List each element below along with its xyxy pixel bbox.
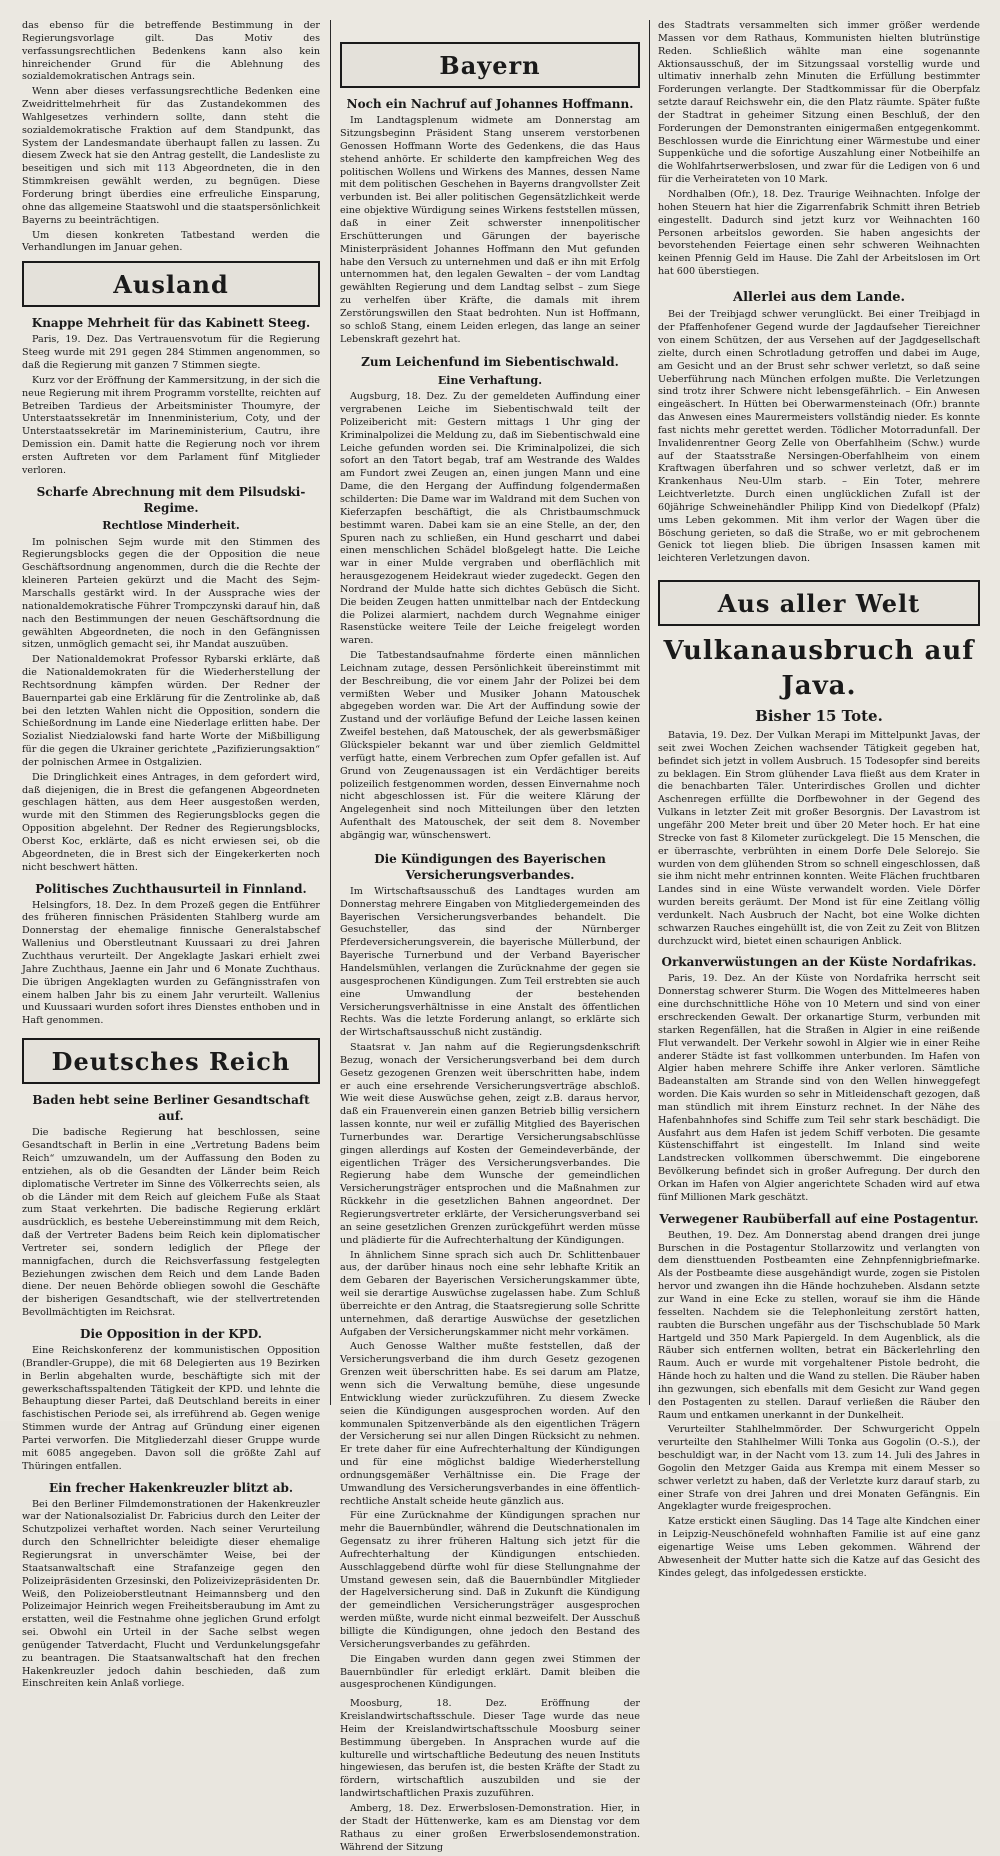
column-rule — [649, 20, 650, 1405]
paragraph: Um diesen konkreten Tatbestand werden die Verhandlungen im Januar gehen. — [22, 229, 320, 254]
paragraph: Die Tatbestandsaufnahme förderte einen männlichen Leichnam zutage, dessen Persönlichkeit übereinstimmt mit der Beschreibung, die vor einem Jahr der Polizei bei dem vermißten Weber und Musiker Johann Matouschek abgegeben worden war. Die Art der Auffindung sowie der Zustand und der vorläufige Befund der Leiche lassen keinen Zweifel bestehen, daß Matouschek, der als gewerbsmäßiger Glückspieler bekannt war und über ziemlich Geldmittel verfügt hatte, einem Verbrechen zum Opfer gefallen ist. Auf Grund von Zeugenaussagen ist ein Verdächtiger bereits polizeilich festgenommen worden, dessen Einvernahme noch nicht abgeschlossen ist. Für die weitere Klärung der Angelegenheit sind noch Mitteilungen über den letzten Aufenthalt des Matouschek, der seit dem 8. November abgängig war, wünschenswert. — [340, 650, 640, 841]
headline-large: Vulkanausbruch auf Java. — [663, 636, 975, 702]
intro-article — [22, 20, 320, 255]
paragraph: Kurz vor der Eröffnung der Kammersitzung, in der sich die neue Regierung mit ihrem Programm vorstellte, reichten auf Betreiben Tardieus der Arbeitsminister Thoumyre, der Unterstaatssekretär im Innenministerium, Coty, und der Unterstaatssekretär im Marineministerium, Cautru, ihre Demission ein. Damit hatte die Regierung noch vor ihrem ersten Auftreten vor dem Parlament fünf Mitglieder verloren. — [22, 374, 320, 476]
column-rule — [330, 20, 331, 1405]
headline: Scharfe Abrechnung mit dem Pilsudski-Regime. — [36, 484, 306, 515]
paragraph: Paris, 19. Dez. Das Vertrauensvotum für die Regierung Steeg wurde mit 291 gegen 284 Stimmen angenommen, so daß die Regierung mit ganzen 7 Stimmen siegte. — [22, 334, 320, 372]
column-right — [658, 20, 980, 1583]
paragraph: Augsburg, 18. Dez. Zu der gemeldeten Auffindung einer vergrabenen Leiche im Siebentischwald teilt der Polizeibericht mit: Gestern mittags 1 Uhr ging der Kriminalpolizei die Meldung zu, daß im Siebentischwald eine Leiche gefunden worden sei. Die Kriminalpolizei, die sich sofort an den Tatort begab, traf am Westrande des Waldes am Fundort zwei Zeugen an, einen jungen Mann und eine Dame, die den Hergang der Auffindung folgendermaßen schilderten: Die Dame war im Waldrand mit dem Suchen von Kieferzapfen beschäftigt, die als Christbaumschmuck bestimmt waren. Dabei kam sie an eine Stelle, an der, den Spuren nach zu schließen, ein Hund gescharrt und dabei einen menschlichen Schädel bloßgelegt hatte. Die Leiche war in einer Mulde vergraben und oberflächlich mit herausgezogenem Heidekraut wieder zugedeckt. Gegen den Nordrand der Mulde hatte sich dichtes Gebüsch die Sicht. Die beiden Zeugen hatten unmittelbar nach der Entdeckung die Polizei alarmiert, nachdem durch Wegnahme einiger Rasenstücke weitere Teile der Leiche freigelegt worden waren. — [340, 391, 640, 647]
paragraph: Paris, 19. Dez. An der Küste von Nordafrika herrscht seit Donnerstag schwerer Sturm. Die Wogen des Mittelmeeres haben eine durchschnittliche Höhe von 10 Metern und sind von einer erschreckenden Gewalt. Der orkanartige Sturm, verbunden mit starken Regenfällen, hat die Straßen in Algier in eine reißende Flut verwandelt. Der Verkehr sowohl in Algier wie in einer Reihe anderer Städte ist fast vollkommen unterbunden. Im Hafen von Algier haben mehrere Schiffe ihre Anker verloren. Sämtliche Badeanstalten am Strande sind von den Wellen hinweggefegt worden. Die Kais wurden so sehr in Mitleidenschaft gezogen, daß man stündlich mit ihrem Einsturz rechnet. In der Nähe des Hafenbahnhofes sind Schiffe zum Teil sehr stark beschädigt. Die Ausfahrt aus dem Hafen ist jedem Schiff verboten. Die gesamte Küstenschiffahrt ist eingestellt. Im Inland sind weite Landstrecken vollkommen überschwemmt. Die eingeborene Bevölkerung befindet sich in großer Aufregung. Der durch den Orkan im Hafen von Algier angerichtete Schaden wird auf etwa fünf Millionen Mark geschätzt. — [658, 973, 980, 1203]
paragraph: Batavia, 19. Dez. Der Vulkan Merapi im Mittelpunkt Javas, der seit zwei Wochen Zeichen wachsender Tätigkeit gegeben hat, befindet sich jetzt in vollem Ausbruch. 15 Todesopfer sind bereits zu beklagen. Ein Strom glühender Lava fließt aus dem Krater in die benachbarten Täler. Unterirdisches Grollen und dichter Aschenregen erfüllte die Dorfbewohner in der Gegend des Vulkans in letzter Zeit mit großer Besorgnis. Der Lavastrom ist ungefähr 200 Meter breit und über 20 Meter hoch. Er hat eine Strecke von fast 8 Kilometer zurückgelegt. Die 15 Menschen, die er überraschte, verbrühten in einem Dorfe Dele Selorejo. Sie wurden von dem glühenden Strom so schnell eingeschlossen, daß sie ihm nicht mehr entrinnen konnten. Weite Flächen fruchtbaren Landes sind in eine Wüste verwandelt worden. Viele Dörfer wurden bereits geräumt. Der Mond ist für eine Zeitlang völlig verdunkelt. Nach Ausbruch der Nacht, bot eine Wolke dichten schwarzen Rauches eingehüllt ist, die von Zeit zu Zeit von Blitzen durchzuckt wird, bietet einen schaurigen Anblick. — [658, 730, 980, 947]
paragraph: Bei der Treibjagd schwer verunglückt. Bei einer Treibjagd in der Pfaffenhofener Gegend wurde der Jagdaufseher Tiereichner von einem Schützen, der aus Versehen auf der Jagdgesellschaft zielte, durch einen Schrotladung getroffen und dabei im Auge, am Gesicht und an der Brust sehr schwer verletzt, so daß seine Ueberführung nach München erfolgen mußte. Die Verletzungen sind trotz ihrer Schwere nicht lebensgefährlich. – Ein Anwesen eingeäschert. In Hütten bei Oberwarmensteinach (Ofr.) brannte das Anwesen eines Maurermeisters vollständig nieder. Es konnte fast nichts mehr gerettet werden. Tödlicher Motorradunfall. Der Invalidenrentner Georg Zelle von Oberfahlheim (Schw.) wurde auf der Staatsstraße Nersingen-Oberfahlheim von einem Kraftwagen überfahren und so schwer verletzt, daß er im Krankenhaus Neu-Ulm starb. – Ein Toter, mehrere Leichtverletzte. Durch einen unglücklichen Zufall ist der 60jährige Schweinehändler Philipp Kind von Diedelkopf (Pfalz) ums Leben gekommen. Mit ihm verlor der Wagen über die Böschung gerieten, so daß die Straße, wo er mit gebrochenem Genick tot liegen blieb. Die übrigen Insassen kamen mit leichteren Verletzungen davon. — [658, 309, 980, 565]
section-heading-bayern: Bayern — [340, 42, 640, 88]
column-left — [22, 20, 320, 1693]
paragraph: Bei den Berliner Filmdemonstrationen der Hakenkreuzler war der Nationalsozialist Dr. Fabricius durch den Leiter der Schutzpolizei verhaftet worden. Nach seiner Verurteilung durch den Schnellrichter beleidigte dieser ehemalige Regierungsrat in unverschämter Weise, bei der Staatsanwaltschaft eine Strafanzeige gegen den Polizeipräsidenten Grzesinski, den Polizeivizepräsidenten Dr. Weiß, den Polizeioberstleutnant Heimannsberg und den Polizeimajor Heinrich wegen Freiheitsberaubung im Amt zu erstatten, weil die Festnahme ohne jeglichen Grund erfolgt sei. Obwohl ein Urteil in der Sache selbst wegen genügender Tatverdacht, Flucht und Verdunkelungsgefahr zu beantragen. Die Staatsanwaltschaft hat den frechen Hakenkreuzler jedoch dahin beschieden, daß zum Einschreiten kein Anlaß vorliege. — [22, 1498, 320, 1690]
headline: Die Kündigungen des Bayerischen Versicherungsverbandes. — [374, 851, 606, 882]
paragraph: Moosburg, 18. Dez. Eröffnung der Kreislandwirtschaftsschule. Dieser Tage wurde das neue Heim der Kreislandwirtschaftsschule Moosburg seiner Bestimmung übergeben. In Ansprachen wurde auf die kulturelle und wirtschaftliche Bedeutung des neuen Instituts hingewiesen, das berufen ist, die besten Kräfte der Stadt zu fördern, wirtschaftlich auszubilden und sie der landwirtschaftlichen Praxis zuzuführen. — [340, 1698, 640, 1800]
headline: Baden hebt seine Berliner Gesandtschaft auf. — [32, 1093, 310, 1124]
paragraph: Wenn aber dieses verfassungsrechtliche Bedenken eine Zweidrittelmehrheit für das Zustandekommen des Wahlgesetzes verhindern sollte, dann steht die sozialdemokratische Fraktion auf dem Standpunkt, das System der Landesmandate überhaupt fallen zu lassen. Zu diesem Zweck hat sie den Antrag gestellt, die Landesliste zu beseitigen und sich mit 113 Abgeordneten, die in den Stimmkreisen gewählt werden, zu begnügen. Diese Forderung bringt überdies eine erfreuliche Einsparung, ohne das allgemeine Staatswohl und die staatspersönlichkeit Bayerns zu beeinträchtigen. — [22, 86, 320, 226]
headline: Orkanverwüstungen an der Küste Nordafrikas. — [661, 955, 977, 970]
paragraph: Für eine Zurücknahme der Kündigungen sprachen nur mehr die Bauernbündler, während die Deutschnationalen im Gegensatz zu ihrer früheren Haltung sich jetzt für die Aufrechterhaltung der Kündigungen entschieden. Ausschlaggebend dürfte wohl für diese Stellungnahme der Umstand gewesen sein, daß die Bauernbündler Mitglieder der Hagelversicherung sind. Daß in Zukunft die Kündigung der gemeindlichen Versicherungsträger ausgesprochen werden müßte, wurde nicht einmal bezweifelt. Der Ausschuß billigte die Kündigungen, ohne jedoch den Bestand des Versicherungsverbandes zu gefährden. — [340, 1510, 640, 1650]
section-heading-deutsches-reich: Deutsches Reich — [22, 1038, 320, 1084]
paragraph: Verurteilter Stahlhelmmörder. Der Schwurgericht Oppeln verurteilte den Stahlhelmer Willi Tonka aus Gogolin (O.-S.), der beschuldigt war, in der Nacht vom 13. zum 14. Juli des Jahres in Gogolin den Metzger Gaida aus Krempa mit einem Messer so schwer verletzt zu haben, daß der Verletzte kurz darauf starb, zu einer Strafe von drei Jahren und drei Monaten Gefängnis. Ein Angeklagter wurde freigesprochen. — [658, 1424, 980, 1513]
headline: Verwegener Raubüberfall auf eine Postagentur. — [659, 1211, 979, 1226]
paragraph: das ebenso für die betreffende Bestimmung in der Regierungsvorlage gilt. Das Motiv des verfassungsrechtlichen Bedenkens kann also kein hinreichender Grund für die Ablehnung des sozialdemokratischen Antrags sein. — [22, 20, 320, 83]
section-heading-aus-aller-welt: Aus aller Welt — [658, 580, 980, 626]
subheadline: Eine Verhaftung. — [437, 373, 543, 387]
column-middle — [340, 20, 640, 1856]
subheadline: Bisher 15 Tote. — [755, 706, 883, 725]
paragraph: Helsingfors, 18. Dez. In dem Prozeß gegen die Entführer des früheren finnischen Präsidenten Stahlberg wurde am Donnerstag der ehemalige finnische Generalstabschef Wallenius und Oberstleutnant Kuussaari zu drei Jahren Zuchthaus verurteilt. Der Angeklagte Jaskari erhielt zwei Jahre Zuchthaus, Jaenne ein Jahr und 6 Monate Zuchthaus. Die übrigen Angeklagten wurden zu Gefängnisstrafen von einem halben Jahr bis zu einem Jahr verurteilt. Wallenius und Kuussaari wurden sofort ihres Dienstes enthoben und in Haft genommen. — [22, 899, 320, 1027]
paragraph: Die Dringlichkeit eines Antrages, in dem gefordert wird, daß diejenigen, die in Brest die gefangenen Abgeordneten geschlagen hätten, aus dem Heer ausgestoßen werden, wurde mit den Stimmen des Regierungsblocks gegen die Opposition abgelehnt. Der Redner des Regierungsblocks, Oberst Koc, erklärte, daß es nicht erwiesen sei, ob die Abgeordneten, die in Brest sich der Eingekerkerten noch nicht beschwert hätten. — [22, 771, 320, 873]
paragraph: Die Eingaben wurden dann gegen zwei Stimmen der Bauernbündler für erledigt erklärt. Damit bleiben die ausgesprochenen Kündigungen. — [340, 1653, 640, 1691]
paragraph: Katze erstickt einen Säugling. Das 14 Tage alte Kindchen einer in Leipzig-Neuschönefeld wohnhaften Familie ist auf eine ganz eigenartige Weise ums Leben gekommen. Während der Abwesenheit der Mutter hatte sich die Katze auf das Gesicht des Kindes gelegt, das infolgedessen erstickte. — [658, 1516, 980, 1579]
paragraph: In ähnlichem Sinne sprach sich auch Dr. Schlittenbauer aus, der darüber hinaus noch eine sehr lebhafte Kritik an dem Gebaren der Bayerischen Versicherungskammer übte, weil sie derartige Auswüchse zugelassen habe. Zum Schluß überreichte er den Antrag, die Staatsregierung solle Schritte unternehmen, daß derartige Auswüchse der gesetzlichen Aufgaben der Versicherungskammer nicht mehr vorkämen. — [340, 1249, 640, 1338]
headline: Ein frecher Hakenkreuzler blitzt ab. — [48, 1480, 294, 1495]
paragraph: Im polnischen Sejm wurde mit den Stimmen des Regierungsblocks gegen die der Opposition die neue Geschäftsordnung angenommen, durch die die Rechte der kleineren Parteien gekürzt und die Macht des Sejm-Marschalls gestärkt wird. In der Aussprache wies der nationaldemokratische Führer Trompczynski darauf hin, daß nach den Bestimmungen der neuen Geschäftsordnung die gewählten Abgeordneten, die noch in den Gefängnissen sitzen, unmöglich gemacht sei, ihr Mandat auszuüben. — [22, 536, 320, 651]
paragraph: Im Wirtschaftsausschuß des Landtages wurden am Donnerstag mehrere Eingaben von Mitgliedergemeinden des Bayerischen Versicherungsverbandes behandelt. Die Gesuchsteller, das sind der Nürnberger Pferdeversicherungsverein, die bayerische Müllerbund, der Bayerische Turnerbund und der Verband Bayerischer Handelsmühlen, verlangen die Zurücknahme der gegen sie ausgesprochenen Kündigungen. Zum Teil erstrebten sie auch eine Umwandlung der bestehenden Versicherungsverhältnisse in eine Anstalt des öffentlichen Rechts. Was die letzte Forderung anlangt, so erklärte sich der Wirtschaftsausschuß nicht zuständig. — [340, 885, 640, 1039]
paragraph: Staatsrat v. Jan nahm auf die Regierungsdenkschrift Bezug, wonach der Versicherungsverband bei dem durch Gesetz gezogenen Grenzen weit überschritten habe, indem er auch eine ersehrende Versicherungsverträge abschloß. Wie weit diese Auswüchse gehen, zeigt z.B. daraus hervor, daß ein Frauenverein einen ganzen Betrieb billig versichern lassen konnte, nur weil er zufällig Mitglied des Bayerischen Turnerbundes war. Derartige Versicherungsabschlüsse gingen allerdings auf Kosten der Gemeindeverbände, der eigentlichen Träger des Versicherungsverbandes. Die Regierung habe dem Wunsche der gemeindlichen Versicherungsträger entsprochen und die Maßnahmen zur Rückkehr in die gesetzlichen Bahnen angeordnet. Der Regierungsvertreter erklärte, der Versicherungsverband sei an seine gesetzlichen Grenzen zurückgeführt werden müsse und plädierte für die Aufrechterhaltung der Kündigungen. — [340, 1042, 640, 1246]
paragraph: Der Nationaldemokrat Professor Rybarski erklärte, daß die Nationaldemokraten für die Wiederherstellung der Rechtsordnung kämpfen würden. Der Redner der Bauernpartei gab eine Erklärung für die Zentrolinke ab, daß bei den letzten Wahlen nicht die Opposition, sondern die Schießordnung im Lande eine Niederlage erlitten habe. Der Sozialist Niedzialowski fand harte Worte der Mißbilligung für die gegen die Ukrainer gerichtete „Pazifizierungsaktion“ der polnischen Armee in Ostgalizien. — [22, 654, 320, 768]
paragraph: Im Landtagsplenum widmete am Donnerstag am Sitzungsbeginn Präsident Stang unserem verstorbenen Genossen Hoffmann Worte des Gedenkens, die das Haus stehend anhörte. Er schilderte den kampfreichen Weg des politischen Wollens und Wirkens des Mannes, dessen Name mit dem politischen Geschehen in Bayerns drangvollster Zeit verbunden ist. Bei aller politischen Gegensätzlichkeit werde eine objektive Würdigung seines Wirkens feststellen müssen, daß in einer Zeit schwerster innenpolitischer Erschütterungen und Gärungen der bayerische Ministerpräsident Johannes Hoffmann den Mut gefunden habe den Versuch zu unternehmen und daß er ihn mit Erfolg unternommen hat, den legalen Gewalten – der vom Landtag gewählten Regierung und dem Landtag selbst – zum Siege zu verhelfen über Kräfte, die damals mit ihrem Zerstörungswillen den Staat bedrohten. Nun ist Hoffmann, so schloß Stang, einem Leiden erlegen, das lange an seiner Lebenskraft gezehrt hat. — [340, 115, 640, 345]
paragraph: Eine Reichskonferenz der kommunistischen Opposition (Brandler-Gruppe), die mit 68 Delegierten aus 19 Bezirken in Berlin abgehalten wurde, beschäftigte sich mit der gewerkschaftsspaltenden Tätigkeit der KPD. und lehnte die Behauptung dieser Partei, daß Deutschland bereits in einer faschistischen Periode sei, als irreführend ab. Gegen wenige Stimmen wurde der Antrag auf Gründung einer eigenen Partei verworfen. Die Mitgliederzahl dieser Gruppe wurde mit 6085 angegeben. Davon soll die größte Zahl auf Thüringen entfallen. — [22, 1345, 320, 1472]
paragraph: Amberg, 18. Dez. Erwerbslosen-Demonstration. Hier, in der Stadt der Hüttenwerke, kam es am Dienstag vor dem Rathaus zu einer großen Erwerbslosendemonstration. Während der Sitzung — [340, 1802, 640, 1853]
headline: Knappe Mehrheit für das Kabinett Steeg. — [31, 316, 311, 331]
headline: Politisches Zuchthausurteil in Finnland. — [35, 881, 307, 896]
paragraph: Auch Genosse Walther mußte feststellen, daß der Versicherungsverband die ihm durch Gesetz gezogenen Grenzen weit überschritten habe. Es sei darum am Platze, wenn sich die Verwaltung bemühe, diese ungesunde Entwicklung wieder zurückzuführen. Zu diesem Zwecke seien die Kündigungen ausgesprochen worden. Auf den kommunalen Spitzenverbände als den eigentlichen Trägern der Versicherung sei nur allen Dingen Rücksicht zu nehmen. Er trete daher für eine Aufrechterhaltung der Kündigungen und für eine möglichst baldige Wiederherstellung ordnungsgemäßer Verhältnisse ein. Die Frage der Umwandlung des Versicherungsverbandes in eine öffentlich-rechtliche Anstalt scheide heute gänzlich aus. — [340, 1341, 640, 1507]
section-heading-lande: Allerlei aus dem Lande. — [732, 289, 906, 305]
paragraph: Die badische Regierung hat beschlossen, seine Gesandtschaft in Berlin in eine „Vertretung Badens beim Reich“ umzuwandeln, um der Auffassung den Boden zu entziehen, als ob die Gesandten der Länder beim Reich diplomatische Vertreter im Sinne des Völkerrechts seien, als ob die Länder mit dem Reich auf gleichem Fuße als Staat zum Staat verkehrten. Die badische Regierung erklärt ausdrücklich, es bestehe Uebereinstimmung mit dem Reich, daß der Vertreter Badens beim Reich kein diplomatischer Vertreter sei, sondern lediglich der Pflege der mannigfachen, durch die Reichsverfassung festgelegten Beziehungen zwischen dem Reich und dem Lande Baden diene. Der neuen Behörde obliegen sowohl die Geschäfte der bisherigen Gesandtschaft, wie der stellvertretenden Bevollmächtigten im Reichsrat. — [22, 1127, 320, 1319]
paragraph: Nordhalben (Ofr.), 18. Dez. Traurige Weihnachten. Infolge der hohen Steuern hat hier die Zigarrenfabrik Schmitt ihren Betrieb eingestellt. Dadurch sind jetzt kurz vor Weihnachten 160 Personen arbeitslos geworden. Sie haben angesichts der bevorstehenden Feiertage einen sehr schweren Weihnachten keinen Pfennig Geld im Hause. Die Zahl der Arbeitslosen im Ort hat 600 überstiegen. — [658, 188, 980, 278]
paragraph: des Stadtrats versammelten sich immer größer werdende Massen vor dem Rathaus, Kommunisten hielten blutrünstige Reden. Schließlich wählte man eine sogenannte Aktionsausschuß, der im Sitzungssaal vorstellig wurde und ultimativ innerhalb zehn Minuten die Erfüllung bestimmter Forderungen verlangte. Der Stadtkommissar für die Oberpfalz setzte darauf Reichswehr ein, die den Platz räumte. Später fußte der Stadtrat in geheimer Sitzung einen Beschluß, der den Forderungen der Demonstranten einigermaßen entgegenkommt. Beschlossen wurde die Einrichtung einer Wärmestube und einer Suppenküche und die sofortige Auszahlung einer Notbeihilfe an die Wohlfahrtserwerbslosen, und zwar für die Ledigen von 6 und für die Verheirateten von 10 Mark. — [658, 20, 980, 186]
headline: Noch ein Nachruf auf Johannes Hoffmann. — [346, 97, 634, 112]
headline: Zum Leichenfund im Siebentischwald. — [361, 355, 619, 370]
paragraph: Beuthen, 19. Dez. Am Donnerstag abend drangen drei junge Burschen in die Postagentur Stollarzowitz und verlangten von dem diensttuenden Postbeamten eine Zehnpfennigbriefmarke. Als der Postbeamte diese ausgehändigt wurde, zogen sie Pistolen hervor und zwangen ihn die Hände hochzuheben. Alsdann setzte zur Wand in eine Ecke zu stellen, worauf sie ihm die Hände fesselten. Nachdem sie die Telephonleitung zerstört hatten, raubten die Burschen ungefähr aus der Tischschublade 50 Mark Hartgeld und 350 Mark Papiergeld. In dem Augenblick, als die Räuber sich entfernen wollten, betrat ein Bäckerlehrling den Raum. Auch er wurde mit vorgehaltener Pistole bedroht, die Hände hoch zu halten und die Wand zu stellen. Die Räuber haben ihn gezwungen, sich ebenfalls mit dem Gesicht zur Wand gegen den Postagenten zu stellen. Darauf verließen die Räuber den Raum und entkamen unerkannt in der Dunkelheit. — [658, 1229, 980, 1421]
subheadline: Rechtlose Minderheit. — [102, 518, 240, 532]
headline: Die Opposition in der KPD. — [80, 1327, 262, 1342]
section-heading-ausland: Ausland — [22, 261, 320, 307]
